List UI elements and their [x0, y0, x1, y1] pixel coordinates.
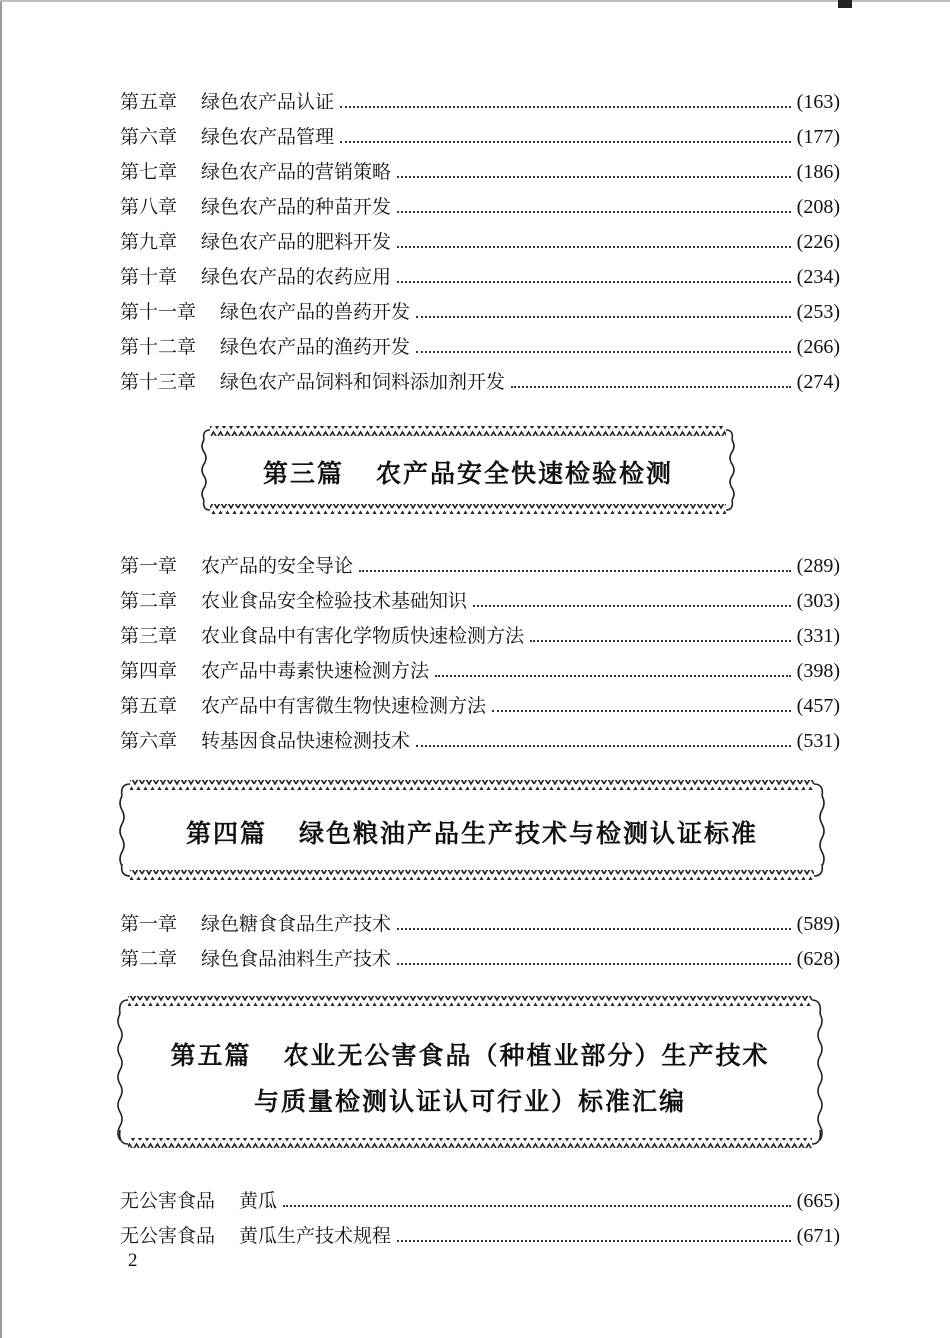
toc-entry[interactable]: [120, 329, 840, 359]
leader-dots: [435, 674, 791, 677]
page-reference: (671): [796, 1225, 840, 1247]
toc-entry[interactable]: [120, 941, 840, 971]
toc-entry[interactable]: [120, 189, 840, 219]
part5-banner: [112, 992, 828, 1154]
toc-entry[interactable]: [120, 1218, 840, 1248]
scan-edge-left: [0, 0, 2, 1338]
page-reference: (226): [796, 231, 840, 253]
leader-dots: [473, 604, 791, 607]
chapter-number: 第七章: [120, 161, 178, 183]
chapter-title: 农产品中有害微生物快速检测方法: [201, 695, 487, 717]
leader-dots: [416, 744, 791, 747]
part-title: 绿色粮油产品生产技术与检测认证标准: [299, 819, 759, 848]
leader-dots: [340, 140, 791, 143]
chapter-number: 第六章: [120, 730, 178, 752]
chapter-number: 第九章: [120, 231, 178, 253]
page-reference: (457): [796, 695, 840, 717]
chapter-title: 绿色农产品认证: [201, 91, 335, 113]
part4-banner: [114, 776, 830, 886]
part-title: 农产品安全快速检验检测: [376, 459, 674, 488]
page-reference: (331): [796, 625, 840, 647]
leader-dots: [397, 280, 791, 283]
scan-edge-top: [0, 0, 950, 2]
chapter-title: 绿色食品油料生产技术: [201, 948, 392, 970]
page-reference: (628): [796, 948, 840, 970]
leader-dots: [397, 1239, 791, 1242]
chapter-number: 无公害食品: [120, 1225, 216, 1247]
toc-entry[interactable]: [120, 84, 840, 114]
toc-entry[interactable]: [120, 224, 840, 254]
toc-entry[interactable]: [120, 294, 840, 324]
toc-entry[interactable]: [120, 259, 840, 289]
toc-entry[interactable]: [120, 723, 840, 753]
chapter-number: 第三章: [120, 625, 178, 647]
toc-entry[interactable]: [120, 548, 840, 578]
page-reference: (589): [796, 913, 840, 935]
chapter-title: 绿色农产品的农药应用: [201, 266, 392, 288]
page-reference: (665): [796, 1190, 840, 1212]
page-reference: (303): [796, 590, 840, 612]
chapter-number: 第六章: [120, 126, 178, 148]
page-reference: (177): [796, 126, 840, 148]
chapter-number: 第四章: [120, 660, 178, 682]
chapter-number: 无公害食品: [120, 1190, 216, 1212]
part4-heading: [114, 814, 830, 850]
leader-dots: [397, 210, 791, 213]
toc-entry[interactable]: [120, 583, 840, 613]
ornamental-frame: [112, 992, 828, 1154]
leader-dots: [359, 569, 791, 572]
page-reference: (208): [796, 196, 840, 218]
chapter-title: 绿色农产品的种苗开发: [201, 196, 392, 218]
chapter-title: 绿色农产品饲料和饲料添加剂开发: [220, 371, 506, 393]
chapter-title: 农业食品中有害化学物质快速检测方法: [201, 625, 525, 647]
leader-dots: [511, 385, 791, 388]
toc-entry[interactable]: [120, 154, 840, 184]
part-label: 第五篇: [170, 1041, 252, 1070]
leader-dots: [397, 927, 791, 930]
chapter-title: 农业食品安全检验技术基础知识: [201, 590, 468, 612]
part-label: 第三篇: [262, 459, 344, 488]
scan-corner-mark: [838, 0, 852, 8]
part-label: 第四篇: [185, 819, 267, 848]
chapter-number: 第十二章: [120, 336, 197, 358]
toc-entry[interactable]: [120, 1183, 840, 1213]
chapter-title: 农产品中毒素快速检测方法: [201, 660, 430, 682]
page-reference: (289): [796, 555, 840, 577]
leader-dots: [492, 709, 791, 712]
chapter-title: 绿色农产品管理: [201, 126, 335, 148]
chapter-title: 黄瓜: [239, 1190, 278, 1212]
chapter-number: 第五章: [120, 91, 178, 113]
chapter-title: 农产品的安全导论: [201, 555, 354, 577]
chapter-number: 第一章: [120, 913, 178, 935]
leader-dots: [283, 1204, 791, 1207]
chapter-number: 第十一章: [120, 301, 197, 323]
leader-dots: [340, 105, 791, 108]
page-reference: (266): [796, 336, 840, 358]
chapter-number: 第五章: [120, 695, 178, 717]
toc-entry[interactable]: [120, 653, 840, 683]
page-reference: (253): [796, 301, 840, 323]
chapter-number: 第八章: [120, 196, 178, 218]
chapter-title: 绿色农产品的兽药开发: [220, 301, 411, 323]
chapter-title: 转基因食品快速检测技术: [201, 730, 411, 752]
page-reference: (531): [796, 730, 840, 752]
leader-dots: [397, 245, 791, 248]
leader-dots: [416, 350, 791, 353]
chapter-number: 第十章: [120, 266, 178, 288]
toc-entry[interactable]: [120, 119, 840, 149]
leader-dots: [416, 315, 791, 318]
page-reference: (163): [796, 91, 840, 113]
page-reference: (186): [796, 161, 840, 183]
part3-heading: [196, 454, 740, 490]
toc-entry[interactable]: [120, 906, 840, 936]
chapter-title: 黄瓜生产技术规程: [239, 1225, 392, 1247]
chapter-number: 第十三章: [120, 371, 197, 393]
leader-dots: [397, 175, 791, 178]
part5-heading-line2: [112, 1082, 828, 1118]
part-title-line1: 农业无公害食品（种植业部分）生产技术: [283, 1041, 770, 1070]
chapter-number: 第二章: [120, 948, 178, 970]
chapter-title: 绿色农产品的营销策略: [201, 161, 392, 183]
toc-entry[interactable]: [120, 364, 840, 394]
chapter-title: 绿色糖食食品生产技术: [201, 913, 392, 935]
part-title-line2: 与质量检测认证认可行业）标准汇编: [253, 1087, 686, 1116]
page-number: 2: [128, 1250, 138, 1271]
chapter-title: 绿色农产品的肥料开发: [201, 231, 392, 253]
chapter-title: 绿色农产品的渔药开发: [220, 336, 411, 358]
chapter-number: 第一章: [120, 555, 178, 577]
page-reference: (398): [796, 660, 840, 682]
page-reference: (274): [796, 371, 840, 393]
toc-entry[interactable]: [120, 618, 840, 648]
toc-entry[interactable]: [120, 688, 840, 718]
part5-heading-line1: [112, 1036, 828, 1072]
leader-dots: [397, 962, 791, 965]
leader-dots: [530, 639, 791, 642]
chapter-number: 第二章: [120, 590, 178, 612]
part3-banner: [196, 420, 740, 520]
page-reference: (234): [796, 266, 840, 288]
